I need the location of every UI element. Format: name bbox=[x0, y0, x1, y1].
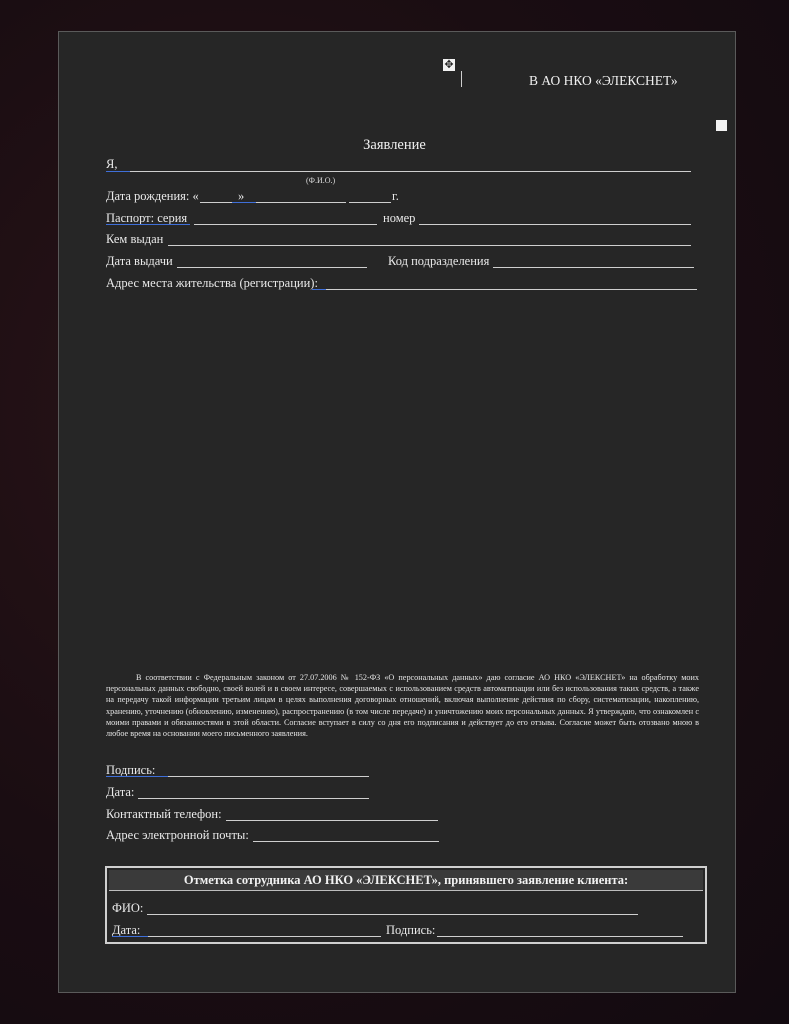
division-code-label: Код подразделения bbox=[388, 254, 490, 268]
document-title: Заявление bbox=[363, 137, 426, 153]
division-code-line[interactable] bbox=[493, 267, 694, 268]
spellcheck-underline bbox=[106, 224, 190, 225]
employee-signature-line[interactable] bbox=[437, 936, 683, 937]
recipient-header: В АО НКО «ЭЛЕКСНЕТ» bbox=[529, 73, 678, 88]
email-line[interactable] bbox=[253, 841, 439, 842]
birth-quote: » bbox=[238, 189, 245, 203]
spellcheck-underline bbox=[112, 936, 148, 937]
issued-by-line[interactable] bbox=[168, 245, 691, 246]
birth-year-suffix: г. bbox=[392, 189, 399, 203]
issued-by-label: Кем выдан bbox=[106, 232, 164, 246]
issue-date-line[interactable] bbox=[177, 267, 367, 268]
signature-label: Подпись: bbox=[106, 763, 156, 777]
date-label: Дата: bbox=[106, 785, 135, 799]
spellcheck-underline bbox=[232, 202, 256, 203]
passport-series-label: Паспорт: серия bbox=[106, 211, 188, 225]
spellcheck-underline bbox=[106, 171, 130, 172]
employee-date-label: Дата: bbox=[112, 923, 141, 937]
employee-fio-label: ФИО: bbox=[112, 901, 144, 915]
employee-date-line[interactable] bbox=[148, 936, 381, 937]
fio-label: Я, bbox=[106, 157, 118, 171]
birth-date-label: Дата рождения: « bbox=[106, 189, 199, 203]
employee-signature-label: Подпись: bbox=[386, 923, 436, 937]
fio-caption: (Ф.И.О.) bbox=[306, 176, 336, 185]
table-move-handle-icon[interactable]: ✥ bbox=[444, 58, 454, 71]
date-line[interactable] bbox=[138, 798, 369, 799]
spellcheck-underline bbox=[312, 289, 326, 290]
address-line[interactable] bbox=[326, 289, 697, 290]
passport-number-label: номер bbox=[383, 211, 416, 225]
birth-year-line[interactable] bbox=[349, 202, 391, 203]
table-resize-handle-icon[interactable] bbox=[716, 120, 727, 131]
consent-paragraph: В соответствии с Федеральным законом от 27.07.2006 № 152-ФЗ «О персональных данных» даю согласие АО НКО «ЭЛЕКСНЕТ» на обработку моих персональных данных свободно, своей волей и в своем интересе, совершаемых с использованием средств автоматизации или без использования таких средств, а также на передачу такой информации третьим лицам в целях выполнения договорных отношений, включая выполнение действия по сбору, систематизации, накоплению, хранению, уточнению (обновлению, изменению), распространению (в том числе передаче) и уничтожению моих персональных данных. Я утверждаю, что ознакомлен с моими правами и обязанностями в этой области. Согласие вступает в силу со дня его подписания и действует до его отзыва. Согласие может быть отозвано мною в любое время на основании моего письменного заявления. bbox=[106, 673, 699, 739]
birth-day-line[interactable] bbox=[200, 202, 232, 203]
employee-mark-heading: Отметка сотрудника АО НКО «ЭЛЕКСНЕТ», принявшего заявление клиента: bbox=[109, 870, 703, 891]
fio-input-line[interactable] bbox=[130, 171, 691, 172]
address-label: Адрес места жительства (регистрации): bbox=[106, 276, 318, 290]
passport-series-line[interactable] bbox=[194, 224, 377, 225]
phone-line[interactable] bbox=[226, 820, 438, 821]
birth-month-line[interactable] bbox=[256, 202, 346, 203]
issue-date-label: Дата выдачи bbox=[106, 254, 173, 268]
employee-fio-line[interactable] bbox=[147, 914, 638, 915]
passport-number-line[interactable] bbox=[419, 224, 691, 225]
email-label: Адрес электронной почты: bbox=[106, 828, 249, 842]
document-page bbox=[58, 31, 736, 993]
phone-label: Контактный телефон: bbox=[106, 807, 222, 821]
text-cursor bbox=[461, 71, 462, 87]
signature-line[interactable] bbox=[168, 776, 369, 777]
spellcheck-underline bbox=[106, 776, 168, 777]
